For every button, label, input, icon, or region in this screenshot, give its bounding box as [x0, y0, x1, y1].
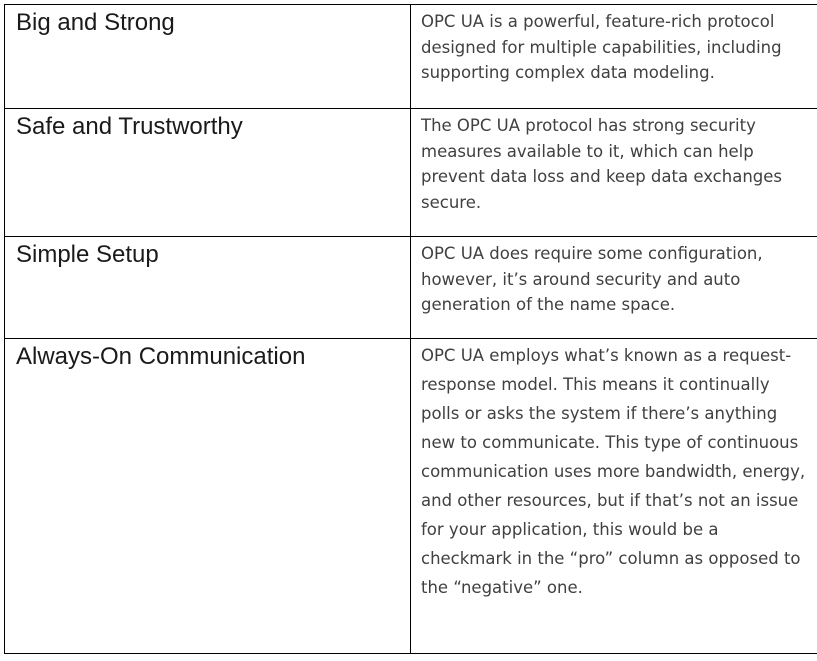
row-description-cell	[411, 109, 817, 237]
row-description-cell	[411, 237, 817, 339]
row-description: OPC UA employs what’s known as a request-response model. This means it continually polls or asks the system if there’s anything new to communicate. This type of continuous communication uses more bandwidth, energy, and other resources, but if that’s not an issue for your application, this would be a checkmark in the “pro” column as opposed to the “negative” one.	[421, 346, 806, 597]
row-title: Big and Strong	[16, 9, 175, 36]
row-title-cell	[5, 5, 411, 109]
row-title-cell	[5, 237, 411, 339]
row-description-cell	[411, 339, 817, 654]
row-title: Safe and Trustworthy	[16, 113, 243, 140]
row-description: The OPC UA protocol has strong security measures available to it, which can help prevent data loss and keep data exchanges secure.	[421, 116, 783, 212]
row-title-cell	[5, 339, 411, 654]
row-description: OPC UA is a powerful, feature-rich protocol designed for multiple capabilities, including supporting complex data modeling.	[421, 12, 782, 82]
table-row	[5, 5, 817, 109]
comparison-table	[4, 4, 817, 654]
row-title-cell	[5, 109, 411, 237]
row-title: Always-On Communication	[16, 343, 306, 370]
row-title: Simple Setup	[16, 241, 159, 268]
table-row	[5, 339, 817, 654]
table-row	[5, 237, 817, 339]
table-row	[5, 109, 817, 237]
row-description: OPC UA does require some configuration, however, it’s around security and auto generation of the name space.	[421, 244, 763, 314]
row-description-cell	[411, 5, 817, 109]
